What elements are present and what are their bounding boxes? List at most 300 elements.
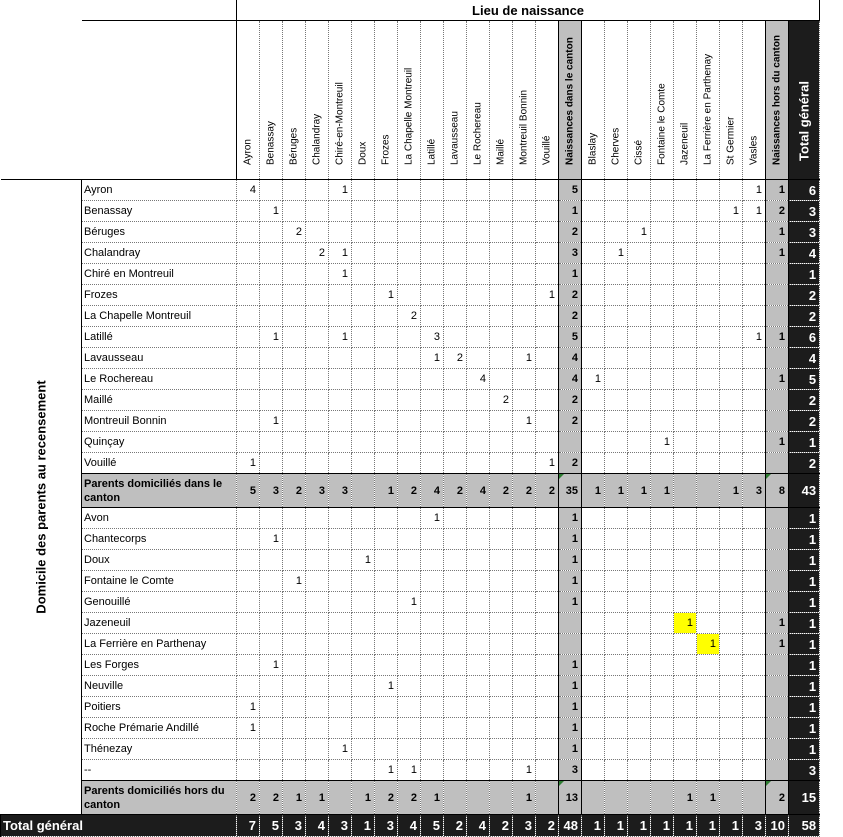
table-cell[interactable] xyxy=(283,529,306,550)
table-cell[interactable] xyxy=(651,390,674,411)
table-cell[interactable] xyxy=(329,453,352,474)
table-cell[interactable]: 1 xyxy=(329,243,352,264)
table-cell[interactable] xyxy=(766,453,789,474)
table-cell[interactable] xyxy=(352,634,375,655)
table-cell[interactable] xyxy=(766,348,789,369)
table-cell[interactable]: 2 xyxy=(306,243,329,264)
column-header[interactable] xyxy=(513,21,536,180)
column-header[interactable] xyxy=(628,21,651,180)
table-cell[interactable] xyxy=(375,222,398,243)
table-cell[interactable] xyxy=(582,550,605,571)
table-cell[interactable] xyxy=(467,550,490,571)
table-cell[interactable] xyxy=(697,739,720,760)
column-header[interactable] xyxy=(375,21,398,180)
table-cell[interactable]: 2 xyxy=(559,411,582,432)
table-cell[interactable] xyxy=(375,180,398,201)
table-cell[interactable]: 1 xyxy=(605,815,628,837)
table-cell[interactable] xyxy=(720,613,743,634)
table-cell[interactable]: 4 xyxy=(398,815,421,837)
table-cell[interactable]: 4 xyxy=(467,815,490,837)
table-cell[interactable] xyxy=(237,369,260,390)
table-cell[interactable]: 1 xyxy=(260,529,283,550)
table-cell[interactable] xyxy=(306,180,329,201)
table-cell[interactable]: 2 xyxy=(444,348,467,369)
table-cell[interactable] xyxy=(582,697,605,718)
table-cell[interactable] xyxy=(651,571,674,592)
table-cell[interactable] xyxy=(283,697,306,718)
table-cell[interactable] xyxy=(582,592,605,613)
row-label[interactable]: Benassay xyxy=(82,201,237,222)
table-cell[interactable] xyxy=(766,592,789,613)
table-cell[interactable] xyxy=(306,550,329,571)
table-cell[interactable] xyxy=(628,613,651,634)
table-cell[interactable] xyxy=(697,432,720,453)
table-cell[interactable] xyxy=(306,222,329,243)
table-cell[interactable] xyxy=(398,201,421,222)
table-cell[interactable]: 3 xyxy=(743,474,766,508)
table-cell[interactable]: 1 xyxy=(743,201,766,222)
table-cell[interactable] xyxy=(674,592,697,613)
table-cell[interactable] xyxy=(329,508,352,529)
table-cell[interactable]: 2 xyxy=(789,411,820,432)
table-cell[interactable] xyxy=(352,676,375,697)
table-cell[interactable]: 1 xyxy=(674,613,697,634)
table-cell[interactable] xyxy=(352,571,375,592)
column-header[interactable] xyxy=(720,21,743,180)
table-cell[interactable] xyxy=(237,243,260,264)
row-label[interactable]: Maillé xyxy=(82,390,237,411)
table-cell[interactable] xyxy=(444,369,467,390)
table-cell[interactable] xyxy=(398,264,421,285)
table-cell[interactable] xyxy=(375,571,398,592)
table-cell[interactable]: 2 xyxy=(559,306,582,327)
table-cell[interactable] xyxy=(605,697,628,718)
table-cell[interactable]: 1 xyxy=(329,180,352,201)
row-label[interactable]: Chalandray xyxy=(82,243,237,264)
table-cell[interactable] xyxy=(605,180,628,201)
table-cell[interactable] xyxy=(536,550,559,571)
table-cell[interactable]: 1 xyxy=(789,550,820,571)
table-cell[interactable] xyxy=(352,474,375,508)
table-cell[interactable]: 1 xyxy=(582,369,605,390)
table-cell[interactable] xyxy=(743,348,766,369)
table-cell[interactable]: 4 xyxy=(789,348,820,369)
row-label[interactable]: Montreuil Bonnin xyxy=(82,411,237,432)
table-cell[interactable]: 1 xyxy=(329,264,352,285)
table-cell[interactable] xyxy=(398,571,421,592)
table-cell[interactable] xyxy=(743,655,766,676)
table-cell[interactable] xyxy=(605,676,628,697)
table-cell[interactable] xyxy=(628,453,651,474)
table-cell[interactable] xyxy=(651,529,674,550)
table-cell[interactable] xyxy=(720,592,743,613)
table-cell[interactable]: 2 xyxy=(766,201,789,222)
table-cell[interactable] xyxy=(329,432,352,453)
table-cell[interactable] xyxy=(375,369,398,390)
table-cell[interactable] xyxy=(398,453,421,474)
table-cell[interactable]: 6 xyxy=(789,180,820,201)
table-cell[interactable] xyxy=(766,508,789,529)
table-cell[interactable]: 3 xyxy=(789,201,820,222)
table-cell[interactable]: 1 xyxy=(513,348,536,369)
table-cell[interactable]: 2 xyxy=(490,390,513,411)
row-label[interactable]: Fontaine le Comte xyxy=(82,571,237,592)
table-cell[interactable] xyxy=(697,592,720,613)
table-cell[interactable] xyxy=(329,529,352,550)
table-cell[interactable] xyxy=(674,222,697,243)
table-cell[interactable]: 1 xyxy=(789,571,820,592)
table-cell[interactable] xyxy=(398,550,421,571)
table-cell[interactable] xyxy=(352,348,375,369)
table-cell[interactable] xyxy=(490,243,513,264)
table-cell[interactable] xyxy=(628,411,651,432)
table-cell[interactable] xyxy=(674,634,697,655)
table-cell[interactable] xyxy=(421,592,444,613)
table-cell[interactable] xyxy=(398,348,421,369)
table-cell[interactable] xyxy=(536,529,559,550)
table-cell[interactable] xyxy=(674,348,697,369)
table-cell[interactable] xyxy=(720,264,743,285)
table-cell[interactable] xyxy=(398,529,421,550)
table-cell[interactable] xyxy=(352,411,375,432)
table-cell[interactable]: 1 xyxy=(743,327,766,348)
table-cell[interactable] xyxy=(398,222,421,243)
table-cell[interactable] xyxy=(743,571,766,592)
column-header[interactable] xyxy=(605,21,628,180)
column-header[interactable] xyxy=(352,21,375,180)
table-cell[interactable] xyxy=(513,529,536,550)
table-cell[interactable] xyxy=(720,676,743,697)
table-cell[interactable] xyxy=(260,760,283,781)
table-cell[interactable] xyxy=(398,369,421,390)
table-cell[interactable] xyxy=(628,306,651,327)
table-cell[interactable] xyxy=(444,571,467,592)
table-cell[interactable] xyxy=(467,327,490,348)
table-cell[interactable]: 3 xyxy=(513,815,536,837)
table-cell[interactable] xyxy=(674,285,697,306)
table-cell[interactable]: 1 xyxy=(789,718,820,739)
table-cell[interactable] xyxy=(306,571,329,592)
table-cell[interactable] xyxy=(674,508,697,529)
table-cell[interactable] xyxy=(743,718,766,739)
table-cell[interactable] xyxy=(398,613,421,634)
table-cell[interactable] xyxy=(237,529,260,550)
table-cell[interactable]: 1 xyxy=(789,529,820,550)
table-cell[interactable]: 1 xyxy=(421,348,444,369)
table-cell[interactable] xyxy=(628,180,651,201)
table-cell[interactable] xyxy=(720,760,743,781)
table-cell[interactable]: 1 xyxy=(559,655,582,676)
table-cell[interactable] xyxy=(444,243,467,264)
table-cell[interactable] xyxy=(398,432,421,453)
table-cell[interactable] xyxy=(352,655,375,676)
table-cell[interactable]: 1 xyxy=(674,781,697,815)
table-cell[interactable] xyxy=(352,592,375,613)
table-cell[interactable] xyxy=(398,390,421,411)
table-cell[interactable] xyxy=(743,453,766,474)
table-cell[interactable] xyxy=(306,432,329,453)
table-cell[interactable] xyxy=(743,634,766,655)
table-cell[interactable] xyxy=(490,508,513,529)
table-cell[interactable] xyxy=(697,613,720,634)
table-cell[interactable] xyxy=(237,327,260,348)
table-cell[interactable] xyxy=(697,222,720,243)
table-cell[interactable] xyxy=(605,781,628,815)
table-cell[interactable] xyxy=(674,739,697,760)
table-cell[interactable] xyxy=(306,739,329,760)
table-cell[interactable] xyxy=(421,613,444,634)
table-cell[interactable] xyxy=(467,285,490,306)
column-header[interactable] xyxy=(789,21,820,180)
table-cell[interactable] xyxy=(743,390,766,411)
table-cell[interactable] xyxy=(582,432,605,453)
table-cell[interactable]: 10 xyxy=(766,815,789,837)
table-cell[interactable]: 1 xyxy=(352,550,375,571)
table-cell[interactable]: 3 xyxy=(789,760,820,781)
table-cell[interactable]: 1 xyxy=(789,655,820,676)
table-cell[interactable] xyxy=(674,760,697,781)
table-cell[interactable] xyxy=(628,264,651,285)
table-cell[interactable] xyxy=(398,327,421,348)
table-cell[interactable] xyxy=(352,390,375,411)
column-header[interactable] xyxy=(306,21,329,180)
table-cell[interactable] xyxy=(329,676,352,697)
table-cell[interactable] xyxy=(536,613,559,634)
table-cell[interactable]: 35 xyxy=(559,474,582,508)
table-cell[interactable] xyxy=(628,571,651,592)
table-cell[interactable]: 1 xyxy=(513,760,536,781)
table-cell[interactable] xyxy=(743,243,766,264)
table-cell[interactable] xyxy=(421,264,444,285)
table-cell[interactable] xyxy=(536,739,559,760)
table-cell[interactable] xyxy=(260,222,283,243)
table-cell[interactable] xyxy=(375,613,398,634)
table-cell[interactable] xyxy=(720,571,743,592)
table-cell[interactable] xyxy=(697,369,720,390)
table-cell[interactable] xyxy=(237,222,260,243)
row-label[interactable]: Parents domiciliés hors du canton xyxy=(82,781,237,815)
table-cell[interactable] xyxy=(421,739,444,760)
table-cell[interactable] xyxy=(559,634,582,655)
table-cell[interactable] xyxy=(352,243,375,264)
table-cell[interactable] xyxy=(260,264,283,285)
table-cell[interactable] xyxy=(490,718,513,739)
table-cell[interactable] xyxy=(743,550,766,571)
row-label[interactable]: Vouillé xyxy=(82,453,237,474)
table-cell[interactable] xyxy=(329,613,352,634)
table-cell[interactable] xyxy=(582,781,605,815)
table-cell[interactable] xyxy=(674,243,697,264)
table-cell[interactable] xyxy=(490,306,513,327)
table-cell[interactable] xyxy=(605,508,628,529)
table-cell[interactable] xyxy=(260,390,283,411)
table-cell[interactable] xyxy=(743,264,766,285)
table-cell[interactable] xyxy=(329,550,352,571)
row-label[interactable]: Ayron xyxy=(82,180,237,201)
table-cell[interactable] xyxy=(582,201,605,222)
table-cell[interactable]: 1 xyxy=(582,815,605,837)
table-cell[interactable] xyxy=(513,739,536,760)
table-cell[interactable] xyxy=(306,655,329,676)
row-label[interactable]: La Chapelle Montreuil xyxy=(82,306,237,327)
table-cell[interactable] xyxy=(490,264,513,285)
table-cell[interactable] xyxy=(582,306,605,327)
table-cell[interactable]: 1 xyxy=(260,201,283,222)
table-cell[interactable]: 1 xyxy=(559,697,582,718)
table-cell[interactable] xyxy=(375,697,398,718)
table-cell[interactable] xyxy=(628,655,651,676)
table-cell[interactable] xyxy=(260,613,283,634)
table-cell[interactable] xyxy=(720,390,743,411)
table-cell[interactable] xyxy=(582,634,605,655)
table-cell[interactable]: 4 xyxy=(467,474,490,508)
table-cell[interactable] xyxy=(651,453,674,474)
table-cell[interactable] xyxy=(467,180,490,201)
table-cell[interactable] xyxy=(536,781,559,815)
table-cell[interactable] xyxy=(720,369,743,390)
table-cell[interactable] xyxy=(513,508,536,529)
table-cell[interactable] xyxy=(674,369,697,390)
table-cell[interactable] xyxy=(306,411,329,432)
table-cell[interactable]: 1 xyxy=(375,285,398,306)
table-cell[interactable] xyxy=(352,739,375,760)
table-cell[interactable] xyxy=(605,285,628,306)
table-cell[interactable] xyxy=(398,655,421,676)
table-cell[interactable] xyxy=(697,655,720,676)
table-cell[interactable] xyxy=(398,508,421,529)
table-cell[interactable] xyxy=(674,474,697,508)
table-cell[interactable]: 1 xyxy=(766,432,789,453)
table-cell[interactable] xyxy=(582,411,605,432)
table-cell[interactable] xyxy=(513,180,536,201)
table-cell[interactable] xyxy=(605,390,628,411)
table-cell[interactable] xyxy=(536,760,559,781)
row-label[interactable]: Roche Prémarie Andillé xyxy=(82,718,237,739)
table-cell[interactable] xyxy=(674,453,697,474)
table-cell[interactable]: 1 xyxy=(766,613,789,634)
table-cell[interactable]: 2 xyxy=(513,474,536,508)
table-cell[interactable]: 2 xyxy=(789,285,820,306)
table-cell[interactable] xyxy=(421,285,444,306)
table-cell[interactable] xyxy=(513,655,536,676)
table-cell[interactable] xyxy=(743,508,766,529)
table-cell[interactable] xyxy=(651,222,674,243)
table-cell[interactable] xyxy=(743,613,766,634)
table-cell[interactable] xyxy=(582,222,605,243)
table-cell[interactable] xyxy=(674,327,697,348)
table-cell[interactable] xyxy=(467,634,490,655)
table-cell[interactable] xyxy=(743,306,766,327)
table-cell[interactable] xyxy=(582,264,605,285)
table-cell[interactable] xyxy=(283,348,306,369)
table-cell[interactable] xyxy=(421,306,444,327)
table-cell[interactable]: 15 xyxy=(789,781,820,815)
table-cell[interactable]: 2 xyxy=(766,781,789,815)
table-cell[interactable] xyxy=(260,432,283,453)
table-cell[interactable]: 48 xyxy=(559,815,582,837)
table-cell[interactable] xyxy=(444,739,467,760)
table-cell[interactable] xyxy=(283,634,306,655)
table-cell[interactable] xyxy=(306,369,329,390)
table-cell[interactable] xyxy=(674,306,697,327)
row-label[interactable]: Frozes xyxy=(82,285,237,306)
table-cell[interactable]: 1 xyxy=(605,474,628,508)
table-cell[interactable] xyxy=(628,718,651,739)
table-cell[interactable]: 1 xyxy=(329,739,352,760)
table-cell[interactable] xyxy=(720,306,743,327)
table-cell[interactable] xyxy=(651,348,674,369)
table-cell[interactable] xyxy=(375,243,398,264)
table-cell[interactable]: 1 xyxy=(260,655,283,676)
table-cell[interactable]: 1 xyxy=(766,369,789,390)
table-cell[interactable] xyxy=(421,550,444,571)
table-cell[interactable] xyxy=(582,285,605,306)
table-cell[interactable]: 1 xyxy=(697,781,720,815)
table-cell[interactable] xyxy=(329,571,352,592)
table-cell[interactable] xyxy=(536,571,559,592)
table-cell[interactable] xyxy=(536,306,559,327)
table-cell[interactable] xyxy=(283,201,306,222)
table-cell[interactable] xyxy=(697,529,720,550)
table-cell[interactable] xyxy=(628,529,651,550)
table-cell[interactable] xyxy=(306,613,329,634)
column-header[interactable] xyxy=(536,21,559,180)
row-label[interactable]: Doux xyxy=(82,550,237,571)
table-cell[interactable] xyxy=(237,592,260,613)
table-cell[interactable]: 1 xyxy=(628,474,651,508)
table-cell[interactable] xyxy=(375,390,398,411)
row-label[interactable]: Latillé xyxy=(82,327,237,348)
table-cell[interactable] xyxy=(237,655,260,676)
table-cell[interactable]: 1 xyxy=(513,781,536,815)
table-cell[interactable] xyxy=(490,655,513,676)
table-cell[interactable] xyxy=(513,432,536,453)
table-cell[interactable] xyxy=(467,592,490,613)
table-cell[interactable] xyxy=(628,697,651,718)
table-cell[interactable]: 5 xyxy=(260,815,283,837)
table-cell[interactable] xyxy=(352,529,375,550)
table-cell[interactable]: 1 xyxy=(789,613,820,634)
table-cell[interactable] xyxy=(444,634,467,655)
table-cell[interactable] xyxy=(467,390,490,411)
table-cell[interactable] xyxy=(260,369,283,390)
table-cell[interactable] xyxy=(352,327,375,348)
table-cell[interactable] xyxy=(766,655,789,676)
table-cell[interactable] xyxy=(283,180,306,201)
table-cell[interactable] xyxy=(628,760,651,781)
table-cell[interactable]: 1 xyxy=(329,327,352,348)
table-cell[interactable]: 58 xyxy=(789,815,820,837)
table-cell[interactable] xyxy=(536,592,559,613)
table-cell[interactable] xyxy=(628,327,651,348)
table-cell[interactable] xyxy=(674,432,697,453)
table-cell[interactable] xyxy=(582,718,605,739)
table-cell[interactable] xyxy=(444,592,467,613)
table-cell[interactable] xyxy=(536,390,559,411)
table-cell[interactable]: 3 xyxy=(283,815,306,837)
table-cell[interactable] xyxy=(628,550,651,571)
table-cell[interactable]: 1 xyxy=(789,508,820,529)
table-cell[interactable] xyxy=(467,348,490,369)
table-cell[interactable] xyxy=(766,571,789,592)
table-cell[interactable]: 2 xyxy=(789,306,820,327)
table-cell[interactable] xyxy=(375,411,398,432)
table-cell[interactable]: 1 xyxy=(697,634,720,655)
table-cell[interactable]: 1 xyxy=(559,201,582,222)
table-cell[interactable] xyxy=(237,676,260,697)
table-cell[interactable] xyxy=(260,306,283,327)
table-cell[interactable] xyxy=(306,634,329,655)
